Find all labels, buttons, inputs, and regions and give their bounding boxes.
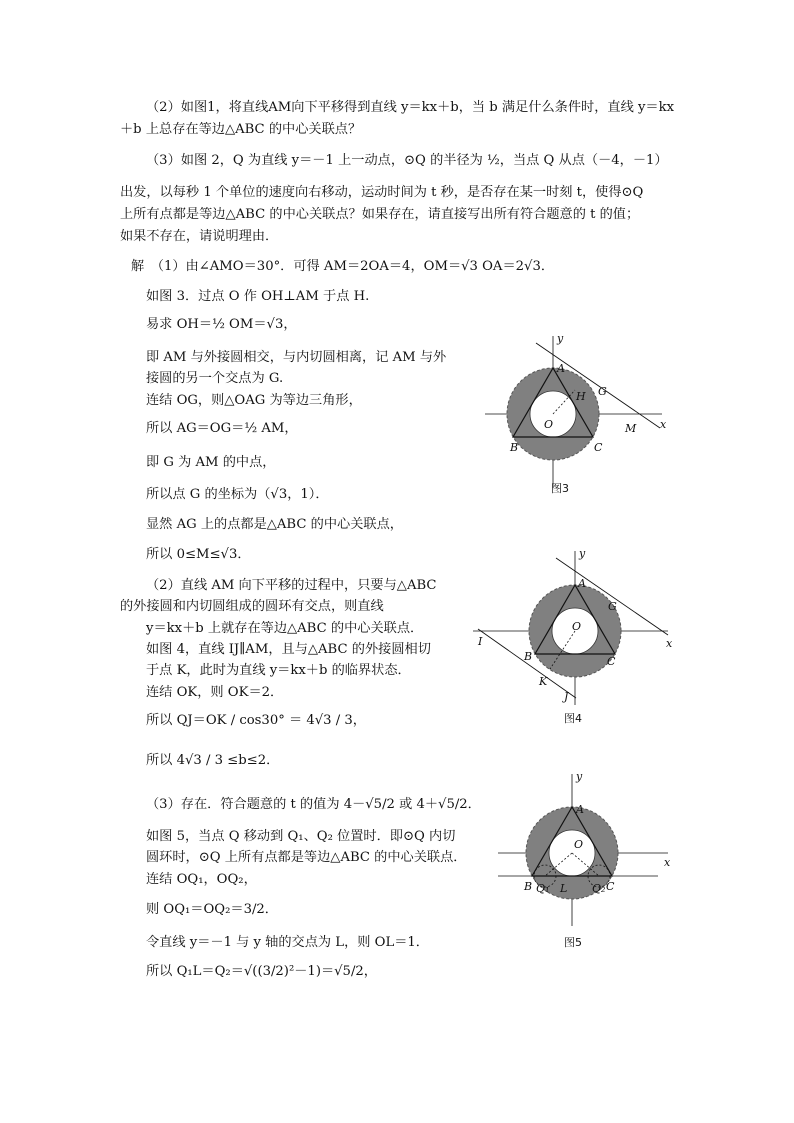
figure-3-caption: 图3 <box>551 482 569 495</box>
figure-5 <box>488 768 678 933</box>
label-j: J <box>564 690 569 703</box>
solution-line: 连结 OG，则△OAG 为等边三角形， <box>146 393 362 408</box>
solution-line: y＝kx＋b 上就存在等边△ABC 的中心关联点． <box>146 621 424 636</box>
problem-2-line1: （2）如图1，将直线AM向下平移得到直线 y＝kx＋b，当 b 满足什么条件时，直线 y＝kx <box>146 100 675 115</box>
label-c: C <box>607 655 616 668</box>
label-c: C <box>594 441 603 454</box>
solution-line: 即 G 为 AM 的中点， <box>146 455 276 470</box>
solution-line: 显然 AG 上的点都是△ABC 的中心关联点， <box>146 517 403 532</box>
label-l: L <box>560 882 568 895</box>
label-q2: Q₂ <box>592 882 606 895</box>
label-m: M <box>625 422 637 435</box>
figure-3 <box>480 328 670 498</box>
solution-line: 所以 Q₁L＝Q₂＝√((3/2)²－1)＝√5/2， <box>146 964 377 979</box>
label-o: O <box>544 418 554 431</box>
label-b: B <box>510 441 519 454</box>
solution-line: 如图 3．过点 O 作 OH⊥AM 于点 H. <box>146 289 370 304</box>
solution-line: 如图 4，直线 IJ∥AM，且与△ABC 的外接圆相切 <box>146 642 431 657</box>
figure-5-caption: 图5 <box>564 936 582 949</box>
label-a: A <box>576 803 584 816</box>
label-a: A <box>578 577 586 590</box>
label-c: C <box>606 880 615 893</box>
solution-line: 所以 4√3 / 3 ≤b≤2． <box>146 753 280 768</box>
label-g: G <box>598 385 607 398</box>
label-x: x <box>660 418 667 431</box>
solution-line: 所以点 G 的坐标为（√3，1）． <box>146 487 329 502</box>
label-o: O <box>572 620 582 633</box>
solution-line: 连结 OK，则 OK＝2． <box>146 685 284 700</box>
figure-4 <box>468 543 678 713</box>
solution-line: 连结 OQ₁，OQ₂， <box>146 872 257 887</box>
label-y: y <box>576 770 583 783</box>
problem-3-line1: （3）如图 2，Q 为直线 y＝－1 上一动点，⊙Q 的半径为 ½，当点 Q 从点（－4，－1） <box>146 153 668 168</box>
solution-line: （2）直线 AM 向下平移的过程中，只要与△ABC <box>146 578 437 593</box>
solution-line: 易求 OH＝½ OM＝√3， <box>146 317 297 332</box>
figure-4-caption: 图4 <box>564 712 582 725</box>
label-y: y <box>557 332 564 345</box>
label-a: A <box>557 362 565 375</box>
problem-3-line3: 上所有点都是等边△ABC 的中心关联点？如果存在，请直接写出所有符合题意的 t 的值； <box>120 207 640 222</box>
solution-line: 圆环时，⊙Q 上所有点都是等边△ABC 的中心关联点． <box>146 850 467 865</box>
solution-line: 于点 K，此时为直线 y＝kx＋b 的临界状态． <box>146 663 411 678</box>
solution-line: 的外接圆和内切圆组成的圆环有交点，则直线 <box>120 599 384 614</box>
solution-line: 所以 0≤M≤√3． <box>146 547 251 562</box>
label-h: H <box>576 390 586 403</box>
solution-line: 即 AM 与外接圆相交，与内切圆相离，记 AM 与外 <box>146 350 447 365</box>
label-i: I <box>478 635 483 648</box>
solution-line: 则 OQ₁＝OQ₂＝3/2． <box>146 902 278 917</box>
problem-3-line2: 出发，以每秒 1 个单位的速度向右移动，运动时间为 t 秒，是否存在某一时刻 t，使得⊙Q <box>120 185 644 200</box>
problem-3-line4: 如果不存在，请说明理由． <box>120 229 279 244</box>
label-o: O <box>574 838 584 851</box>
solution-line: 解 （1）由∠AMO＝30°．可得 AM＝2OA＝4，OM＝√3 OA＝2√3． <box>131 259 555 274</box>
label-x: x <box>666 637 673 650</box>
label-b: B <box>524 880 533 893</box>
label-q1: Q₁ <box>536 882 550 895</box>
solution-line: （3）存在．符合题意的 t 的值为 4－√5/2 或 4＋√5/2． <box>146 797 481 812</box>
label-x: x <box>664 856 671 869</box>
problem-2-line2: ＋b 上总存在等边△ABC 的中心关联点？ <box>120 122 362 137</box>
solution-line: 接圆的另一个交点为 G. <box>146 371 284 386</box>
solution-line: 所以 QJ＝OK / cos30° ＝ 4√3 / 3， <box>146 713 366 728</box>
label-b: B <box>524 650 533 663</box>
solution-line: 所以 AG＝OG＝½ AM， <box>146 421 298 436</box>
solution-line: 如图 5，当点 Q 移动到 Q₁、Q₂ 位置时．即⊙Q 内切 <box>146 829 456 844</box>
solution-line: 令直线 y＝－1 与 y 轴的交点为 L，则 OL＝1． <box>146 935 429 950</box>
label-k: K <box>539 675 548 688</box>
label-y: y <box>579 547 586 560</box>
label-g: G <box>608 600 617 613</box>
